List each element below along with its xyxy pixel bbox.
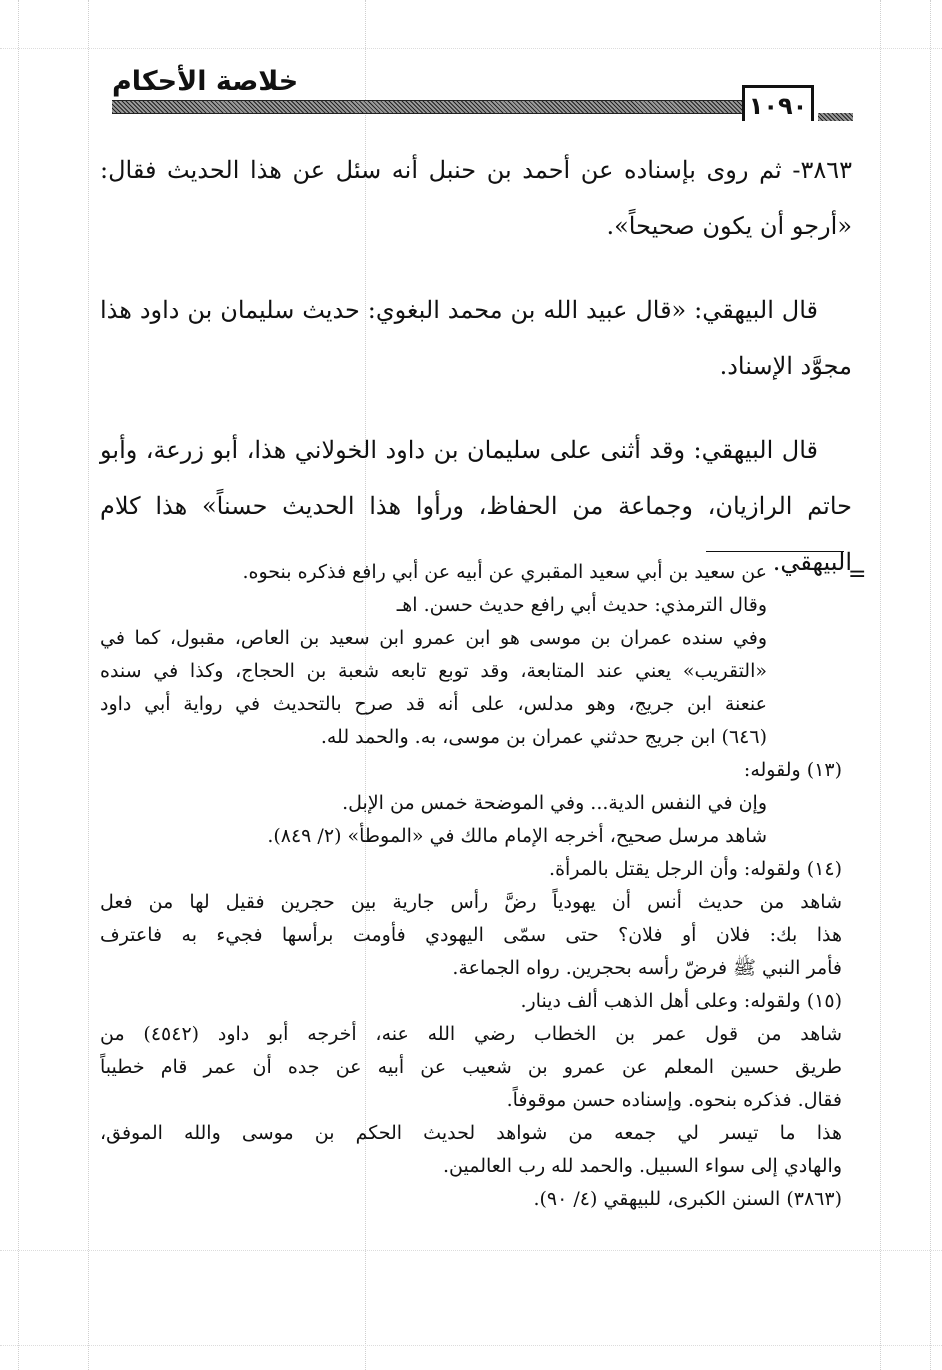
footnote-line: شاهد من قول عمر بن الخطاب رضي الله عنه، أخرجه أبو داود (٤٥٤٢) من [100, 1023, 842, 1045]
footnote-line: شاهد مرسل صحيح، أخرجه الإمام مالك في «الموطأ» (٢/ ٨٤٩). [267, 825, 767, 847]
footnote-line: عنعنة ابن جريج، وهو مدلس، على أنه قد صرح بالتحديث في رواية أبي داود [100, 693, 767, 715]
paragraph-hadith-3863: ٣٨٦٣- ثم روى بإسناده عن أحمد بن حنبل أنه سئل عن هذا الحديث فقال: «أرجو أن يكون صحيحاً». [100, 156, 852, 240]
footnote-line: (١٣) ولقوله: [743, 759, 842, 781]
scan-guide [18, 0, 19, 1370]
footnote-line: «التقريب» يعني عند المتابعة، وقد توبع تابعه شعبة بن الحجاج، وكذا في سنده [100, 660, 767, 682]
header-ornament-band [112, 100, 742, 114]
scan-guide [88, 0, 89, 1370]
footnote-line: (١٥) ولقوله: وعلى أهل الذهب ألف دينار. [520, 990, 842, 1012]
footnote-line: فقال. فذكره بنحوه. وإسناده حسن موقوفاً. [506, 1089, 842, 1111]
header-ornament-band-right [818, 113, 853, 121]
footnote-line: فأمر النبي ﷺ فرضّ رأسه بحجرين. رواه الجماعة. [452, 957, 842, 979]
footnote-line: (١٤) ولقوله: وأن الرجل يقتل بالمرأة. [549, 858, 842, 880]
main-text [100, 142, 852, 590]
page-number: ١٠٩٠ [742, 85, 814, 121]
scan-guide [0, 48, 942, 49]
scan-guide [880, 0, 881, 1370]
footnote-line: (٦٤٦) ابن جريج حدثني عمران بن موسى، به. والحمد لله. [320, 726, 767, 748]
footnote-line: وإن في النفس الدية... وفي الموضحة خمس من الإبل. [342, 792, 767, 814]
continuation-marker: = [848, 562, 867, 587]
footnote-line: هذا ما تيسر لي جمعه من شواهد لحديث الحكم بن موسى والله الموفق، [100, 1122, 842, 1144]
scan-guide [0, 1250, 942, 1251]
footnote-line: هذا بك: فلان أو فلان؟ حتى سمّى اليهودي فأومت برأسها فجيء به فاعترف [100, 924, 842, 946]
paragraph-baghawi-quote: قال البيهقي: «قال عبيد الله بن محمد البغوي: حديث سليمان بن داود هذا مجوَّد الإسناد. [100, 296, 852, 380]
running-header-title: خلاصة الأحكام [112, 66, 299, 97]
footnote-separator [706, 551, 844, 552]
scan-guide [930, 0, 931, 1370]
footnote-line: وفي سنده عمران بن موسى هو ابن عمرو ابن سعيد بن العاص، مقبول، كما في [100, 627, 767, 649]
footnote-line: عن سعيد بن أبي سعيد المقبري عن أبيه عن أبي رافع فذكره بنحوه. [242, 561, 767, 583]
footnote-source-line: (٣٨٦٣) السنن الكبرى، للبيهقي (٤/ ٩٠). [533, 1188, 842, 1210]
footnote-line: طريق حسين المعلم عن عمرو بن شعيب عن أبيه عن جده أن عمر قام خطيباً [100, 1056, 842, 1078]
paragraph-bayhaqi-quote: قال البيهقي: وقد أثنى على سليمان بن داود الخولاني هذا، أبو زرعة، وأبو حاتم الرازيان، وجماعة من الحفاظ، ورأوا هذا الحديث حسناً» هذا كلام البيهقي. [100, 436, 852, 576]
footnotes [100, 556, 842, 1216]
footnote-line: شاهد من حديث أنس أن يهودياً رضَّ رأس جارية بين حجرين فقيل لها من فعل [100, 891, 842, 913]
footnote-line: وقال الترمذي: حديث أبي رافع حديث حسن. اهـ [396, 594, 767, 616]
footnote-line: والهادي إلى سواء السبيل. والحمد لله رب العالمين. [443, 1155, 842, 1177]
scan-guide [0, 1345, 942, 1346]
